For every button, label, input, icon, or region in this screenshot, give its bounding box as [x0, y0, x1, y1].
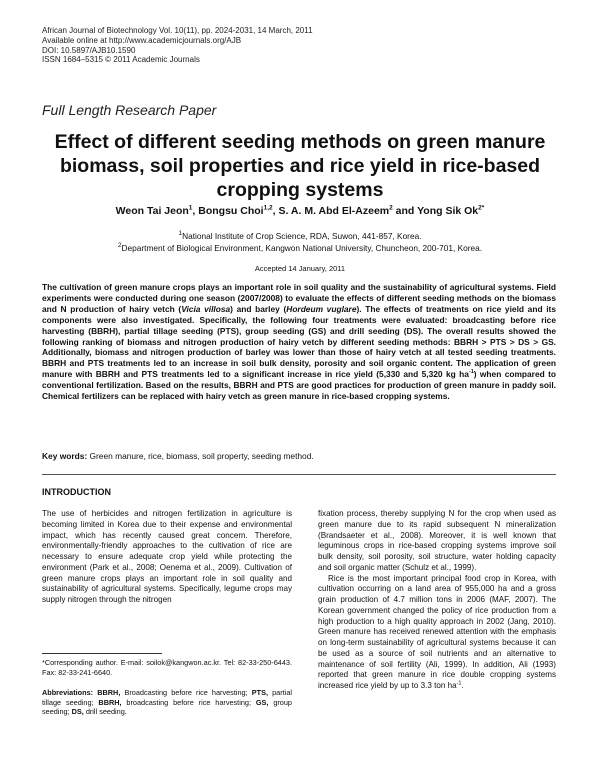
left-column: [42, 509, 292, 606]
species-name: Vicia villosa: [181, 303, 231, 314]
affiliation-number: 2: [117, 242, 122, 250]
abbr-definition: Broadcasting before rice harvesting;: [120, 688, 252, 697]
author-affiliation-mark: 1: [188, 204, 193, 212]
unit-exponent: -1: [468, 369, 474, 376]
author-list: [40, 205, 560, 217]
abbr-term: DS,: [71, 707, 84, 717]
abbr-definition: group seeding;: [42, 697, 292, 717]
author-affiliation-mark: 1,2: [263, 204, 273, 212]
abstract: [42, 282, 556, 402]
affiliation-1: [40, 231, 560, 242]
intro-paragraph: The use of herbicides and nitrogen fertilization in agriculture is becoming limited in Korea due to their expense and environmental impact, which has recently caused great concern. Therefore, environmentally-friendly approaches to the cultivation of rice are necessary to ensure adequate crop yield while protecting the environment (Park et al., 2008; Oenema et al., 2009). Cultivation of green manure crops plays an important role in soil quality and sustainability of agricultural systems. Specifically, legume crops may supply nitrogen through the nitrogen: [42, 509, 292, 604]
abbr-term: BBRH,: [98, 697, 122, 707]
keywords-label: Key words:: [42, 451, 88, 461]
affiliation-text: National Institute of Crop Science, RDA, Suwon, 441-857, Korea.: [182, 231, 422, 241]
intro-text: Rice is the most important principal food crop in Korea, with cultivation occurring on a land area of 955,000 ha and a gross grain production of 4.7 million tons in 2006 (MAF, 2007). The Korean government changed the policy of rice production from a high production to a high quality approach in 2002 (Jang, 2010). Green manure has received renewed attention with the emphasis on long-term sustainability of agricultural systems because it can be used as a source of soil nutrients and an alternative to maintenance of soil fertility (Ali, 1999). In addition, Ali (1993) reported that green manure in rice double cropping systems increased rice yield by up to 3.3 ton ha: [318, 573, 556, 690]
author-affiliation-mark: 2: [389, 204, 393, 212]
unit-exponent: -1: [456, 680, 462, 687]
abbr-definition: drill seeding.: [83, 707, 127, 717]
corresponding-author-note: *Corresponding author. E-mail: soilok@kangwon.ac.kr. Tel: 82-33-250-6443. Fax: 82-33-241-6640.: [42, 658, 292, 677]
intro-text: .: [461, 681, 464, 690]
intro-paragraph: fixation process, thereby supplying N for the crop when used as green manure due to its rapid subsequent N mineralization (Brandsaeter et al., 2008). Moreover, it is well known that leguminous crops in rice-based cropping systems improve soil bulk density, soil porosity, soil structure, water holding capacity and soil organic matter (Schulz et al., 1999).: [318, 509, 556, 572]
author-name: Yong Sik Ok: [417, 205, 479, 217]
section-divider: [42, 474, 556, 475]
journal-citation: African Journal of Biotechnology Vol. 10(11), pp. 2024-2031, 14 March, 2011: [42, 26, 313, 35]
author-affiliation-mark: 2*: [478, 204, 485, 212]
paper-type: Full Length Research Paper: [42, 102, 217, 118]
right-column: [318, 509, 556, 692]
journal-availability: Available online at http://www.academicjournals.org/AJB: [42, 35, 242, 45]
author-name: S. A. M. Abd El-Azeem: [278, 205, 390, 217]
abbr-term: PTS,: [251, 688, 268, 697]
author-name: Bongsu Choi: [198, 205, 264, 217]
species-name: Hordeum vuglare: [286, 303, 357, 314]
abstract-text: ) and barley (: [230, 303, 287, 314]
accepted-date: Accepted 14 January, 2011: [254, 264, 346, 273]
abbreviations-note: [42, 688, 292, 717]
affiliation-2: [40, 243, 560, 254]
abbr-definition: partial tillage seeding;: [42, 688, 292, 707]
abbr-definition: broadcasting before rice harvesting;: [121, 697, 256, 707]
abbr-term: GS,: [255, 697, 269, 707]
keywords: [42, 451, 556, 461]
author-separator: ,: [192, 205, 199, 217]
author-separator: ,: [272, 205, 279, 217]
journal-issn: ISSN 1684–5315 © 2011 Academic Journals: [42, 55, 200, 65]
author-separator: and: [392, 205, 418, 217]
abstract-text: The cultivation of green manure crops plays an important role in soil quality and the sustainability of agricultural systems. Field experiments were conducted during one season (2007/2008) to evaluate the effects of different seeding methods on the biomass and N production of hairy vetch (: [42, 282, 556, 314]
paper-title: Effect of different seeding methods on green manure biomass, soil properties and rice yield in rice-based cropping systems: [54, 131, 546, 201]
footnote-divider: [42, 653, 162, 654]
keywords-text: Green manure, rice, biomass, soil property, seeding method.: [87, 451, 314, 461]
abbreviations-label: Abbreviations:: [42, 688, 94, 697]
author-name: Weon Tai Jeon: [115, 205, 189, 217]
journal-header: [42, 26, 562, 65]
intro-paragraph: [318, 574, 556, 692]
introduction-heading: INTRODUCTION: [42, 487, 111, 497]
journal-doi: DOI: 10.5897/AJB10.1590: [42, 45, 136, 55]
abbr-term: BBRH,: [97, 688, 121, 697]
abstract-text: ). The effects of treatments on rice yield and its components were also investigated. Specifically, the following four treatments were evaluated: broadcasting before rice harvesting (BBRH), partial tillage seeding (PTS), group seeding (GS) and drill seeding (DS). The overall results showed the following ranking of biomass and nitrogen production of hairy vetch by different seeding methods: BBRH > PTS > DS > GS. Additionally, biomass and nitrogen production of barley was lower than those of hairy vetch at all tested seeding treatments. BBRH and PTS treatments led to an increase in soil bulk density, porosity and soil organic content. The application of green manure with BBRH and PTS treatments led to a significant increase in rice yield (5,330 and 5,320 kg ha: [42, 303, 556, 380]
abstract-text: ) when compared to conventional fertilization. Based on the results, BBRH and PTS are good practices for production of green manure in paddy soil. Chemical fertilizers can be replaced with hairy vetch as green manure in rice-based cropping systems.: [42, 369, 556, 402]
affiliation-number: 1: [178, 230, 183, 238]
affiliation-text: Department of Biological Environment, Kangwon National University, Chuncheon, 200-701, Korea.: [121, 243, 483, 253]
